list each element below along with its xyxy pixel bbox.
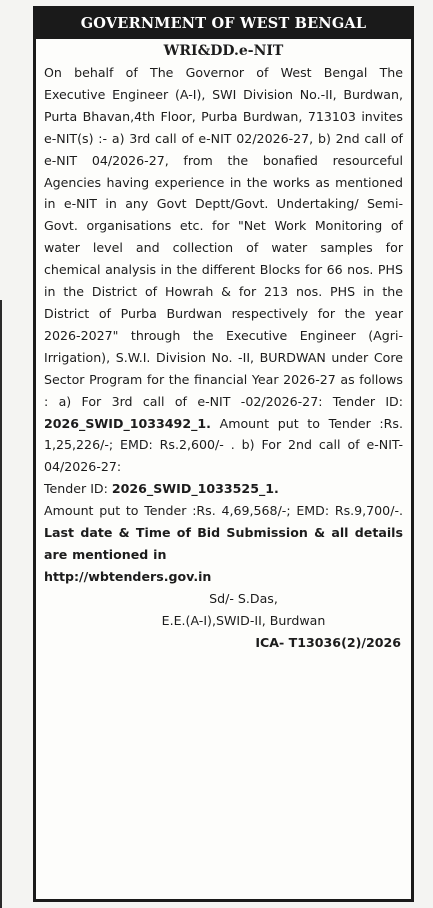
notice-paragraph: On behalf of The Governor of West Bengal The Executive Engineer (A-I), SWI Division No.-II, Burdwan, Purta Bhavan,4th Floor, Purba Burdwan, 713103 invites e-NIT(s) :- a) 3rd call of e-NIT 02/2026-27, b) 2nd call of e-NIT 04/2026-27, from the bonafied resourceful Agencies having experience in the works as mentioned in e-NIT in any Govt Deptt/Govt. Undertaking/ Semi-Govt. organisations etc. for "Net Work Monitoring of water level and collection of water samples for chemical analysis in the different Blocks for 66 nos. PHS in the District of Howrah & for 213 nos. PHS in the District of Purba Burdwan respectively for the year 2026-2027" through the Executive Engineer (Agri-Irrigation), S.W.I. Division No. -II, BURDWAN under Core Sector Program for the financial Year 2026-27 as follows : a) For 3rd call of e-NIT -02/2026-27: Tender ID: [44, 65, 403, 409]
tender-a-id: 2026_SWID_1033492_1. [44, 415, 211, 431]
notice-body [44, 62, 403, 478]
tender-notice-box [33, 6, 414, 902]
ica-code: ICA- T13036(2)/2026 [255, 634, 401, 650]
tender-b-amount: Amount put to Tender :Rs. 4,69,568/-; EMD: Rs.9,700/-. [44, 503, 403, 519]
tender-b-line [44, 478, 403, 500]
tender-b-id: 2026_SWID_1033525_1. [111, 481, 279, 497]
tender-website-link[interactable]: http://wbtenders.gov.in [44, 568, 212, 584]
last-date-text: Last date & Time of Bid Submission & all details are mentioned in [44, 525, 403, 562]
notice-header-title: GOVERNMENT OF WEST BENGAL [36, 9, 411, 39]
notice-subhead: WRI&DD.e-NIT [163, 43, 284, 59]
signature-name: Sd/- S.Das, [209, 590, 278, 606]
tender-b-label: Tender ID: [44, 481, 108, 497]
tender-a-amount: Amount put to Tender :Rs. 1,25,226/-; EMD: Rs.2,600/- . b) For 2nd call of e-NIT- 04/2026-27: [44, 415, 403, 475]
signature-designation: E.E.(A-I),SWID-II, Burdwan [161, 612, 326, 628]
notice-content [36, 39, 411, 653]
notice-closing [44, 500, 403, 588]
adjacent-column-rule [0, 300, 2, 908]
